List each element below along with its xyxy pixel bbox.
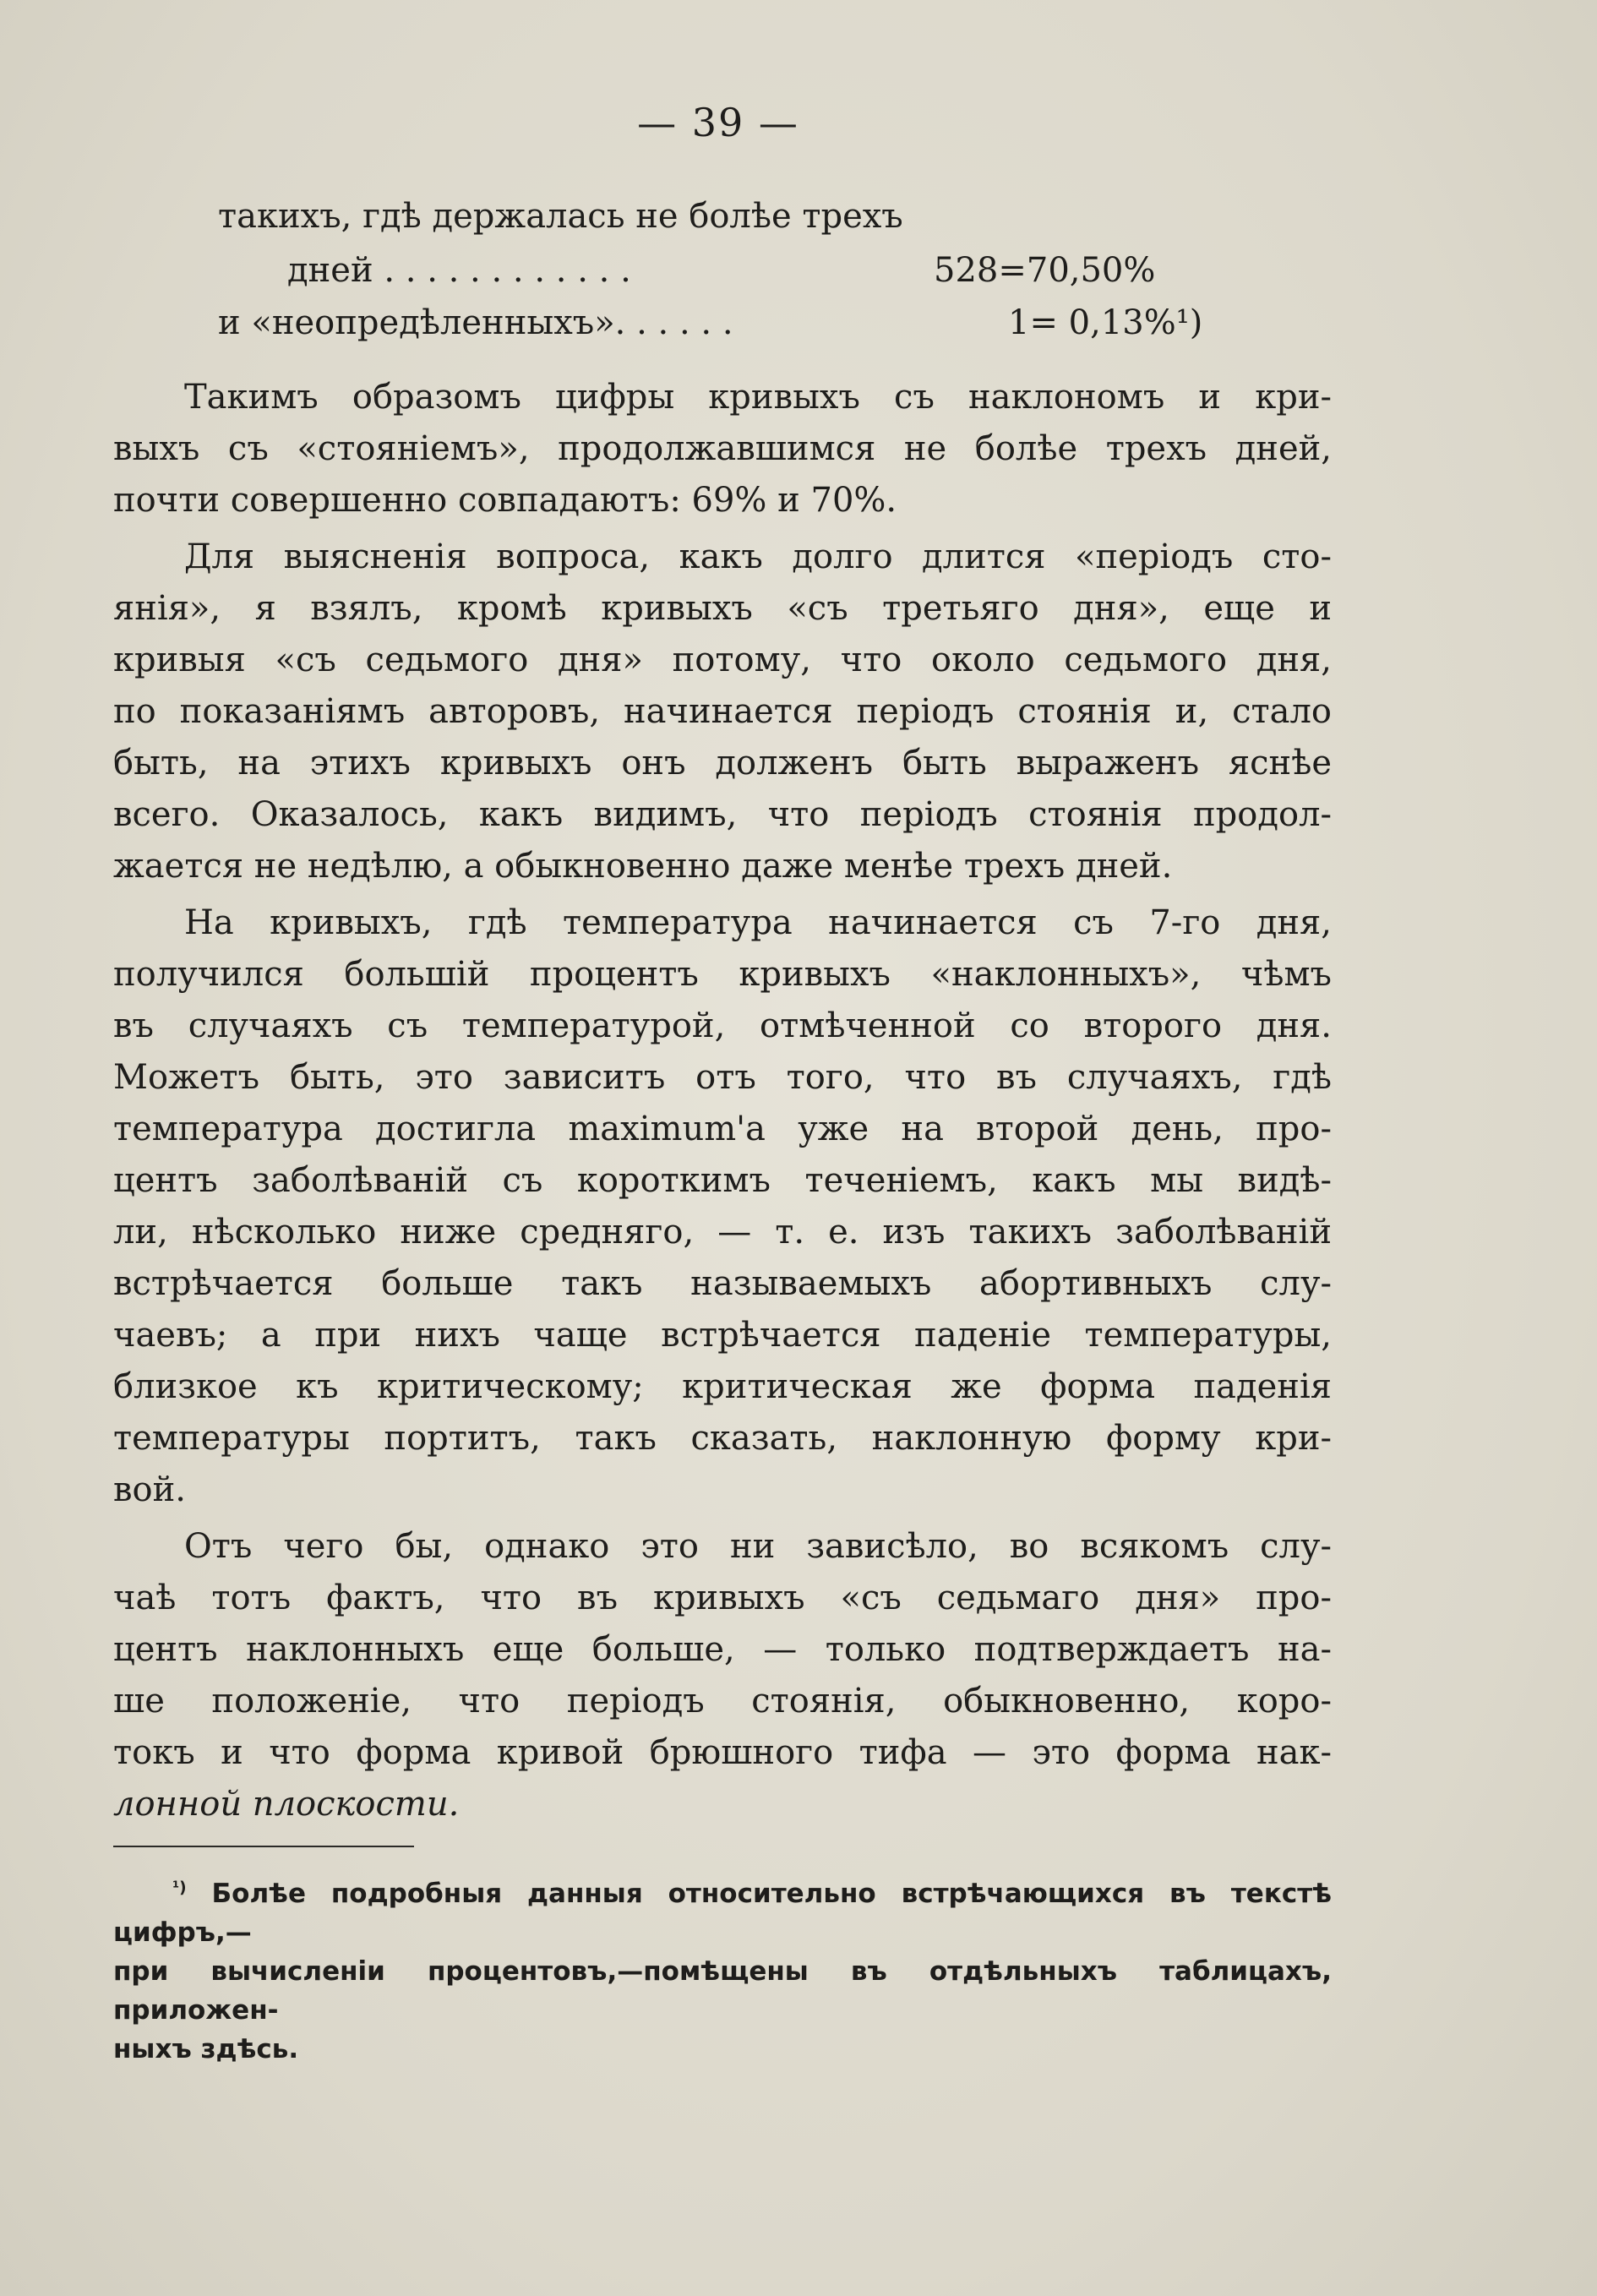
stat-label: такихъ, гдѣ держалась не болѣе трехъ	[218, 197, 903, 236]
footnote-line	[113, 1874, 1332, 1952]
paragraph-1	[113, 372, 1332, 526]
text-line: центъ заболѣваній съ короткимъ теченіемъ, какъ мы видѣ-	[113, 1161, 1332, 1200]
page-number: — 39 —	[637, 100, 799, 145]
footnote-text: Болѣе подробныя данныя относительно встрѣчающихся въ текстѣ цифръ,—	[113, 1879, 1333, 1948]
text-line: На кривыхъ, гдѣ температура начинается съ 7-го дня,	[184, 903, 1332, 942]
italic-phrase: лонной плоскости.	[113, 1785, 460, 1824]
text-line: ли, нѣсколько ниже средняго, — т. е. изъ такихъ заболѣваній	[113, 1213, 1332, 1252]
text-line: ше положеніе, что періодъ стоянія, обыкновенно, коро-	[113, 1682, 1332, 1721]
text-line: Отъ чего бы, однако это ни зависѣло, во всякомъ слу-	[184, 1527, 1332, 1566]
text-line: получился большій процентъ кривыхъ «наклонныхъ», чѣмъ	[113, 955, 1332, 994]
footnote-rule	[113, 1846, 414, 1847]
text-line: въ случаяхъ съ температурой, отмѣченной со второго дня.	[113, 1006, 1332, 1045]
text-line: температуры портитъ, такъ сказать, наклонную форму кри-	[113, 1419, 1332, 1458]
text-line: чаѣ тотъ фактъ, что въ кривыхъ «съ седьмаго дня» про-	[113, 1579, 1332, 1617]
text-line: температура достигла maximum'а уже на второй день, про-	[113, 1110, 1332, 1148]
footnote	[113, 1874, 1332, 2069]
text-line: Для выясненія вопроса, какъ долго длится «періодъ сто-	[184, 537, 1332, 576]
stat-value: 1= 0,13%¹)	[1008, 303, 1203, 342]
stat-value: 528=70,50%	[934, 251, 1156, 290]
text-line: встрѣчается больше такъ называемыхъ абортивныхъ слу-	[113, 1264, 1332, 1303]
text-line: жается не недѣлю, а обыкновенно даже менѣе трехъ дней.	[113, 847, 1173, 886]
text-line: Такимъ образомъ цифры кривыхъ съ наклономъ и кри-	[184, 378, 1332, 417]
text-line: почти совершенно совпадаютъ: 69% и 70%.	[113, 481, 897, 520]
text-line: токъ и что форма кривой брюшного тифа — это форма нак-	[113, 1733, 1332, 1772]
text-line: янія», я взялъ, кромѣ кривыхъ «съ третьяго дня», еще и	[113, 589, 1332, 628]
footnote-line: при вычисленіи процентовъ,—помѣщены въ отдѣльныхъ таблицахъ, приложен-	[113, 1956, 1332, 2026]
stat-label: дней . . . . . . . . . . . .	[287, 251, 631, 290]
paragraph-4	[113, 1521, 1332, 1830]
text-line	[113, 1779, 1332, 1830]
footnote-marker: ¹)	[172, 1879, 187, 1897]
paragraph-2	[113, 532, 1332, 892]
text-line: близкое къ критическому; критическая же форма паденія	[113, 1367, 1332, 1406]
text-line: всего. Оказалось, какъ видимъ, что періодъ стоянія продол-	[113, 795, 1332, 834]
text-line: Можетъ быть, это зависитъ отъ того, что въ случаяхъ, гдѣ	[113, 1058, 1332, 1097]
body-text	[113, 372, 1332, 1830]
text-line: кривыя «съ седьмого дня» потому, что около седьмого дня,	[113, 641, 1332, 679]
footnote-line: ныхъ здѣсь.	[113, 2034, 299, 2064]
text-line: центъ наклонныхъ еще больше, — только подтверждаетъ на-	[113, 1630, 1332, 1669]
paragraph-3	[113, 897, 1332, 1516]
text-line: по показаніямъ авторовъ, начинается періодъ стоянія и, стало	[113, 692, 1332, 731]
text-line: выхъ съ «стояніемъ», продолжавшимся не болѣе трехъ дней,	[113, 429, 1332, 468]
stat-label: и «неопредѣленныхъ». . . . . .	[218, 303, 733, 342]
text-line: чаевъ; а при нихъ чаще встрѣчается паденіе температуры,	[113, 1316, 1332, 1355]
text-line: вой.	[113, 1470, 186, 1509]
text-line: быть, на этихъ кривыхъ онъ долженъ быть выраженъ яснѣе	[113, 744, 1332, 783]
